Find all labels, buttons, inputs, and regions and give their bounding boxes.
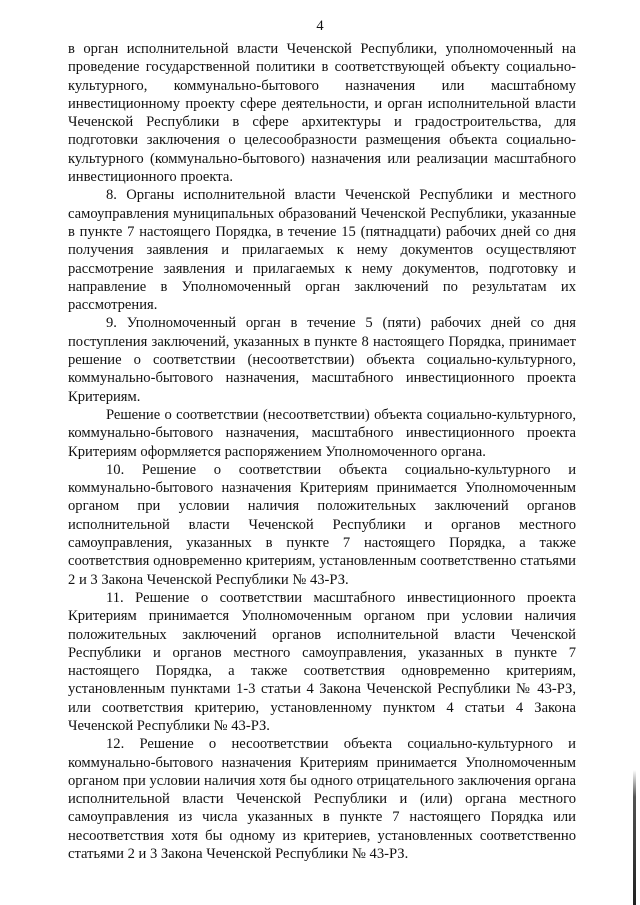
paragraph-10: 10. Решение о соответствии объекта социально-культурного и коммунально-бытового назначения Критериям принимается Уполномоченным органом при условии наличия положительных заключений органов исполнительной власти Чеченской Республики и органов местного самоуправления, указанных в пункте 7 настоящего Порядка, а также соответствия одновременно критериям, установленным соответственно статьями 2 и 3 Закона Чеченской Республики № 43-РЗ.	[68, 461, 576, 588]
paragraph-12: 12. Решение о несоответствии объекта социально-культурного и коммунально-бытового назначения Критериям принимается Уполномоченным органом при условии наличия хотя бы одного отрицательного заключения органа исполнительной власти Чеченской Республики и (или) органа местного самоуправления из числа указанных в пункте 7 настоящего Порядка или несоответствия хотя бы одному из критериев, установленных соответственно статьями 2 и 3 Закона Чеченской Республики № 43-РЗ.	[68, 736, 576, 863]
paragraph-8: 8. Органы исполнительной власти Чеченской Республики и местного самоуправления муниципальных образований Чеченской Республики, указанные в пункте 7 настоящего Порядка, в течение 15 (пятнадцати) рабочих дней со дня получения заявления и прилагаемых к нему документов осуществляют рассмотрение заявления и прилагаемых к нему документов, подготовку и направление в Уполномоченный орган заключений по результатам их рассмотрения.	[68, 187, 576, 314]
paragraph-9: 9. Уполномоченный орган в течение 5 (пяти) рабочих дней со дня поступления заключений, указанных в пункте 8 настоящего Порядка, принимает решение о соответствии (несоответствии) объекта социально-культурного, коммунально-бытового назначения, масштабного инвестиционного проекта Критериям.	[68, 315, 576, 405]
paragraph-7-continuation: в орган исполнительной власти Чеченской Республики, уполномоченный на проведение государственной политики в соответствующей объекту социально-культурного, коммунально-бытового назначения или масштабному инвестиционному проекту сфере деятельности, и орган исполнительной власти Чеченской Республики в сфере архитектуры и градостроительства, для подготовки заключения о целесообразности размещения объекта социально-культурного (коммунально-бытового) назначения или реализации масштабного инвестиционного проекта.	[68, 41, 576, 186]
scan-edge-shadow	[633, 770, 636, 905]
paragraph-11: 11. Решение о соответствии масштабного инвестиционного проекта Критериям принимается Уполномоченным органом при условии наличия положительных заключений органов исполнительной власти Чеченской Республики и органов местного самоуправления, указанных в пункте 7 настоящего Порядка, а также соответствия одновременно критериям, установленным пунктами 1-3 статьи 4 Закона Чеченской Республики № 43-РЗ, или соответствия критерию, установленному пунктом 4 статьи 4 Закона Чеченской Республики № 43-РЗ.	[68, 589, 576, 734]
document-body	[68, 40, 576, 863]
page-number: 4	[316, 18, 324, 34]
paragraph-9-decision-form: Решение о соответствии (несоответствии) объекта социально-культурного, коммунально-бытового назначения, масштабного инвестиционного проекта Критериям оформляется распоряжением Уполномоченного органа.	[68, 406, 576, 460]
